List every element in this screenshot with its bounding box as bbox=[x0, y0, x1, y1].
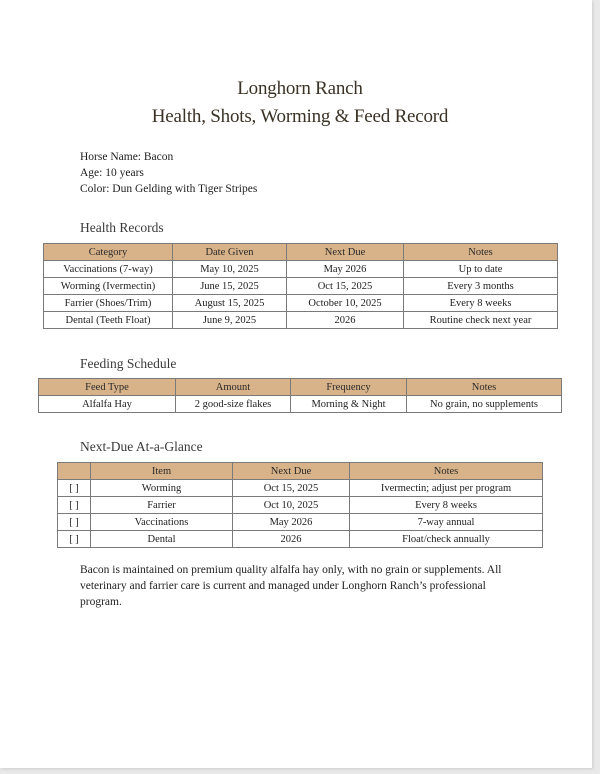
column-header: Frequency bbox=[291, 379, 407, 396]
table-row bbox=[58, 531, 543, 548]
summary-paragraph: Bacon is maintained on premium quality alfalfa hay only, with no grain or supplements. All veterinary and farrier care is current and managed under Longhorn Ranch’s professional program. bbox=[80, 564, 502, 608]
table-header-row bbox=[44, 244, 558, 261]
table-row bbox=[58, 514, 543, 531]
table-cell: 2026 bbox=[233, 531, 350, 548]
column-header: Next Due bbox=[287, 244, 404, 261]
table-cell: May 2026 bbox=[287, 261, 404, 278]
table-cell: Farrier (Shoes/Trim) bbox=[44, 295, 173, 312]
column-header: Notes bbox=[407, 379, 562, 396]
table-cell: 2026 bbox=[287, 312, 404, 329]
column-header: Notes bbox=[350, 463, 543, 480]
table-header-row bbox=[58, 463, 543, 480]
table-cell: 2 good-size flakes bbox=[176, 396, 291, 413]
table-cell: Ivermectin; adjust per program bbox=[350, 480, 543, 497]
table-row bbox=[44, 295, 558, 312]
column-header: Category bbox=[44, 244, 173, 261]
table-cell: 7-way annual bbox=[350, 514, 543, 531]
table-row bbox=[39, 396, 562, 413]
table-cell: May 2026 bbox=[233, 514, 350, 531]
column-header bbox=[58, 463, 91, 480]
table-cell: June 15, 2025 bbox=[173, 278, 287, 295]
table-cell: Every 8 weeks bbox=[350, 497, 543, 514]
table-cell: Dental (Teeth Float) bbox=[44, 312, 173, 329]
horse-color: Color: Dun Gelding with Tiger Stripes bbox=[80, 183, 258, 195]
column-header: Notes bbox=[404, 244, 558, 261]
health-records-heading: Health Records bbox=[80, 220, 164, 235]
table-cell: Oct 15, 2025 bbox=[287, 278, 404, 295]
table-row bbox=[44, 312, 558, 329]
table-cell: Farrier bbox=[91, 497, 233, 514]
table-cell: Morning & Night bbox=[291, 396, 407, 413]
next-due-heading: Next-Due At-a-Glance bbox=[80, 439, 203, 454]
health-records-table bbox=[43, 243, 558, 329]
table-cell: Every 3 months bbox=[404, 278, 558, 295]
table-row bbox=[44, 278, 558, 295]
table-cell: Worming (Ivermectin) bbox=[44, 278, 173, 295]
table-cell: Alfalfa Hay bbox=[39, 396, 176, 413]
horse-name: Horse Name: Bacon bbox=[80, 151, 174, 163]
table-cell: October 10, 2025 bbox=[287, 295, 404, 312]
checkbox-placeholder[interactable]: [ ] bbox=[58, 531, 91, 548]
table-cell: Float/check annually bbox=[350, 531, 543, 548]
column-header: Feed Type bbox=[39, 379, 176, 396]
column-header: Item bbox=[91, 463, 233, 480]
document-subtitle: Health, Shots, Worming & Feed Record bbox=[151, 106, 449, 127]
column-header: Next Due bbox=[233, 463, 350, 480]
next-due-table bbox=[57, 462, 543, 548]
table-row bbox=[58, 497, 543, 514]
table-cell: Worming bbox=[91, 480, 233, 497]
table-cell: June 9, 2025 bbox=[173, 312, 287, 329]
table-cell: Up to date bbox=[404, 261, 558, 278]
table-cell: Oct 15, 2025 bbox=[233, 480, 350, 497]
table-cell: August 15, 2025 bbox=[173, 295, 287, 312]
checkbox-placeholder[interactable]: [ ] bbox=[58, 514, 91, 531]
feeding-schedule-table bbox=[38, 378, 562, 413]
horse-info bbox=[80, 149, 257, 197]
horse-age: Age: 10 years bbox=[80, 167, 144, 179]
table-row bbox=[58, 480, 543, 497]
column-header: Amount bbox=[176, 379, 291, 396]
column-header: Date Given bbox=[173, 244, 287, 261]
table-cell: May 10, 2025 bbox=[173, 261, 287, 278]
table-cell: Every 8 weeks bbox=[404, 295, 558, 312]
table-cell: Vaccinations (7-way) bbox=[44, 261, 173, 278]
feeding-schedule-heading: Feeding Schedule bbox=[80, 356, 177, 371]
table-row bbox=[44, 261, 558, 278]
checkbox-placeholder[interactable]: [ ] bbox=[58, 480, 91, 497]
table-cell: Oct 10, 2025 bbox=[233, 497, 350, 514]
table-cell: Vaccinations bbox=[91, 514, 233, 531]
table-cell: No grain, no supplements bbox=[407, 396, 562, 413]
table-cell: Dental bbox=[91, 531, 233, 548]
table-cell: Routine check next year bbox=[404, 312, 558, 329]
document-title: Longhorn Ranch bbox=[237, 78, 363, 99]
checkbox-placeholder[interactable]: [ ] bbox=[58, 497, 91, 514]
table-header-row bbox=[39, 379, 562, 396]
